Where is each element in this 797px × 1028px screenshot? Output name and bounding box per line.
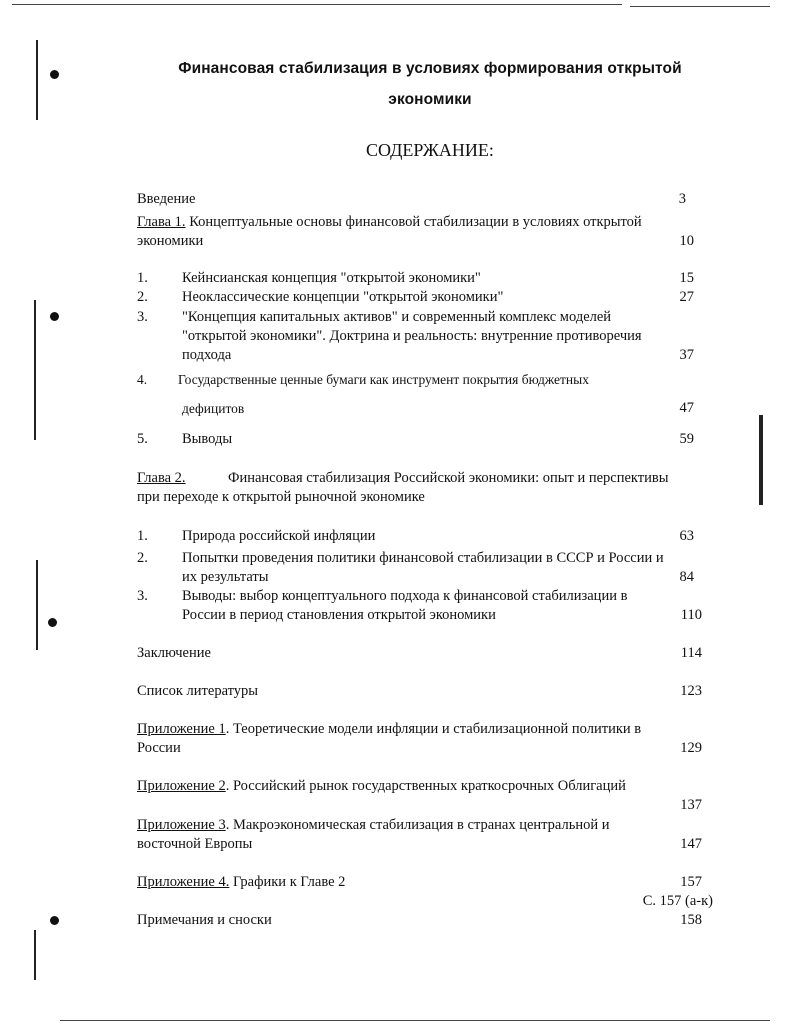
toc-chapter2-label: [137, 469, 186, 487]
scan-edge-top: [12, 4, 622, 5]
toc-item-text: их результаты: [182, 569, 269, 585]
toc-item-number: 1.: [137, 270, 148, 286]
scan-mark: [34, 930, 36, 980]
scan-mark: [36, 40, 38, 120]
toc-item-text: Государственные ценные бумаги как инструмент покрытия бюджетных: [178, 372, 589, 387]
hole-punch-dot: [50, 916, 59, 925]
toc-item-text: Выводы: [182, 431, 233, 447]
toc-notes-page: 158: [680, 912, 702, 928]
toc-chapter1-heading: [137, 213, 642, 231]
toc-appendix3-page: 147: [680, 836, 702, 852]
toc-item-number: 3.: [137, 588, 148, 604]
toc-item-number: 4.: [137, 372, 148, 387]
toc-item-page: 15: [679, 270, 694, 286]
toc-appendix4-subpage: С. 157 (а-к): [642, 893, 713, 909]
toc-chapter1-label: Глава 1.: [137, 214, 186, 230]
toc-appendix1-title: . Теоретические модели инфляции и стабилизационной политики в: [225, 721, 642, 737]
toc-item-text: "Концепция капитальных активов" и современный комплекс моделей: [182, 309, 612, 325]
toc-appendix3-label: Приложение 3: [137, 817, 226, 833]
toc-item-number: 1.: [137, 528, 148, 544]
toc-appendix1-page: 129: [680, 740, 702, 756]
toc-appendix1-label: Приложение 1: [137, 721, 226, 737]
toc-item-text: Неоклассические концепции "открытой экономики": [182, 289, 504, 305]
toc-conclusion-page: 114: [680, 645, 702, 661]
toc-appendix1: [137, 720, 641, 738]
toc-item-text: Кейнсианская концепция "открытой экономики": [182, 270, 481, 286]
hole-punch-dot: [50, 312, 59, 321]
toc-item-text: России в период становления открытой экономики: [182, 607, 496, 623]
toc-appendix2-title: . Российский рынок государственных краткосрочных Облигаций: [225, 778, 626, 794]
toc-item-text: "открытой экономики". Доктрина и реальность: внутренние противоречия: [182, 328, 642, 344]
toc-conclusion-label: Заключение: [137, 645, 211, 661]
toc-appendix4-page: 157: [680, 874, 702, 890]
toc-item-text: Попытки проведения политики финансовой стабилизации в СССР и России и: [182, 550, 664, 566]
toc-chapter1-page: 10: [679, 233, 694, 249]
toc-appendix2: [137, 777, 626, 795]
scan-mark: [36, 560, 38, 650]
toc-item-number: 2.: [137, 289, 148, 305]
toc-appendix4-label: Приложение 4.: [137, 874, 230, 890]
toc-item-text: подхода: [182, 347, 232, 363]
toc-literature-label: Список литературы: [137, 683, 259, 699]
toc-item-page: 63: [679, 528, 694, 544]
toc-item-page: 59: [679, 431, 694, 447]
scan-mark-right: [759, 415, 763, 505]
hole-punch-dot: [50, 70, 59, 79]
document-title-line1: Финансовая стабилизация в условиях формирования открытой: [178, 60, 682, 77]
toc-notes-label: Примечания и сноски: [137, 912, 272, 928]
toc-chapter2-title: Финансовая стабилизация Российской экономики: опыт и перспективы: [228, 470, 669, 486]
hole-punch-dot: [48, 618, 57, 627]
toc-item-text: Природа российской инфляции: [182, 528, 376, 544]
toc-appendix4: [137, 873, 345, 891]
toc-item-page: 110: [680, 607, 702, 623]
toc-item-page: 47: [679, 400, 694, 416]
scan-mark: [34, 300, 36, 440]
toc-appendix4-title: Графики к Главе 2: [229, 874, 346, 890]
toc-appendix1-title-cont: России: [137, 740, 181, 756]
toc-item-page: 27: [679, 289, 694, 305]
toc-appendix3-title: . Макроэкономическая стабилизация в странах центральной и: [225, 817, 610, 833]
document-title-line2: экономики: [388, 91, 472, 108]
toc-item-text: Выводы: выбор концептуального подхода к финансовой стабилизации в: [182, 588, 628, 604]
toc-appendix2-page: 137: [680, 797, 702, 813]
toc-appendix3: [137, 816, 610, 834]
toc-literature-page: 123: [680, 683, 702, 699]
toc-item-number: 2.: [137, 550, 148, 566]
toc-intro-label: Введение: [137, 191, 196, 207]
toc-chapter2-label-text: Глава 2.: [137, 470, 186, 486]
scan-edge-top-right: [630, 6, 770, 7]
toc-item-page: 37: [679, 347, 694, 363]
toc-item-number: 5.: [137, 431, 148, 447]
toc-item-text: дефицитов: [182, 401, 245, 416]
scan-edge-bottom: [60, 1020, 770, 1021]
toc-item-page: 84: [679, 569, 694, 585]
toc-intro-page: 3: [678, 191, 686, 207]
toc-chapter2-title-cont: при переходе к открытой рыночной экономике: [137, 489, 425, 505]
toc-appendix2-label: Приложение 2: [137, 778, 226, 794]
toc-appendix3-title-cont: восточной Европы: [137, 836, 253, 852]
toc-chapter1-title: Концептуальные основы финансовой стабилизации в условиях открытой: [185, 214, 642, 230]
toc-chapter1-title-cont: экономики: [137, 233, 204, 249]
toc-heading: СОДЕРЖАНИЕ:: [366, 140, 494, 160]
toc-item-number: 3.: [137, 309, 148, 325]
